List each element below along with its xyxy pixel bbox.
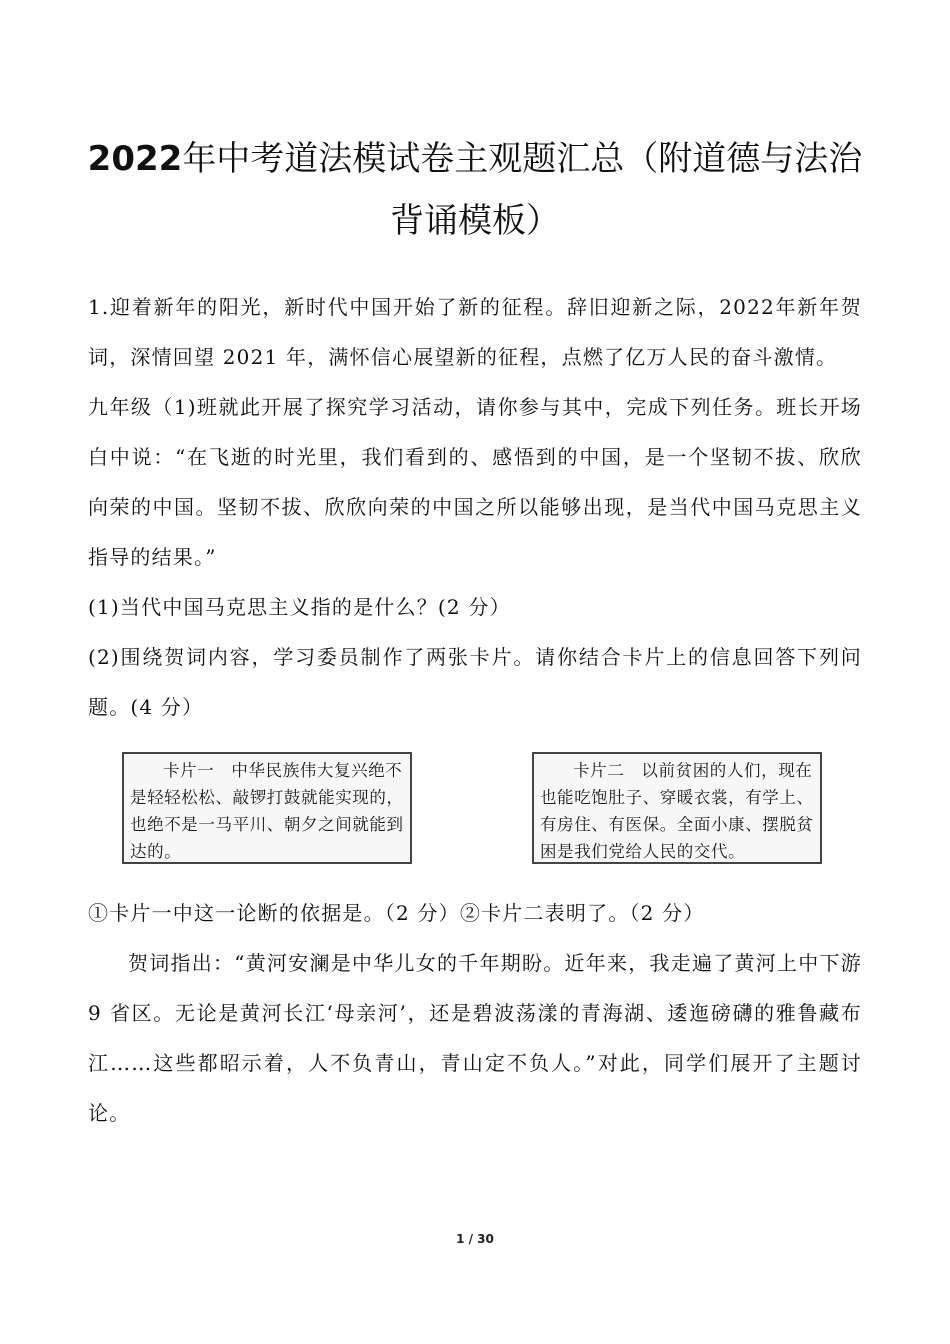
sub-question-1: (1)当代中国马克思主义指的是什么？(2 分）	[88, 595, 511, 619]
cards-figure	[118, 742, 838, 888]
title-line-1-text: 年中考道法模试卷主观题汇总（附道德与法治	[182, 139, 863, 179]
title-year: 2022	[87, 139, 183, 179]
document-title	[70, 128, 880, 252]
title-line-1	[70, 128, 880, 190]
question-context: 九年级（1)班就此开展了探究学习活动，请你参与其中，完成下列任务。班长开场白中说：“在飞逝的时光里，我们看到的、感悟到的中国，是一个坚韧不拔、欣欣向荣的中国。坚韧不拔、欣欣向荣的中国之所以能够出现，是当代中国马克思主义指导的结果。”	[88, 395, 862, 569]
sub-question-2: (2)围绕贺词内容，学习委员制作了两张卡片。请你结合卡片上的信息回答下列问题。(4 分）	[88, 645, 862, 719]
sub-question-2-answers: ①卡片一中这一论断的依据是。（2 分）②卡片二表明了。（2 分）	[88, 901, 705, 925]
greeting-paragraph: 贺词指出：“黄河安澜是中华儿女的千年期盼。近年来，我走遍了黄河上中下游 9 省区。无论是黄河长江‘母亲河’，还是碧波荡漾的青海湖、逶迤磅礴的雅鲁藏布江……这些都昭示着，人不负青山，青山定不负人。”对此，同学们展开了主题讨论。	[88, 951, 862, 1125]
card-one: 卡片一 中华民族伟大复兴绝不是轻轻松松、敲锣打鼓就能实现的，也绝不是一马平川、朝夕之间就能到达的。	[122, 752, 412, 864]
question-body	[88, 282, 862, 1138]
page-number: 1 / 30	[456, 1232, 494, 1246]
title-line-2: 背诵模板）	[390, 201, 560, 241]
question-intro: 1.迎着新年的阳光，新时代中国开始了新的征程。辞旧迎新之际，2022年新年贺词，深情回望 2021 年，满怀信心展望新的征程，点燃了亿万人民的奋斗激情。	[88, 295, 862, 369]
card-two: 卡片二 以前贫困的人们，现在也能吃饱肚子、穿暖衣裳，有学上、有房住、有医保。全面小康、摆脱贫困是我们党给人民的交代。	[532, 752, 822, 864]
